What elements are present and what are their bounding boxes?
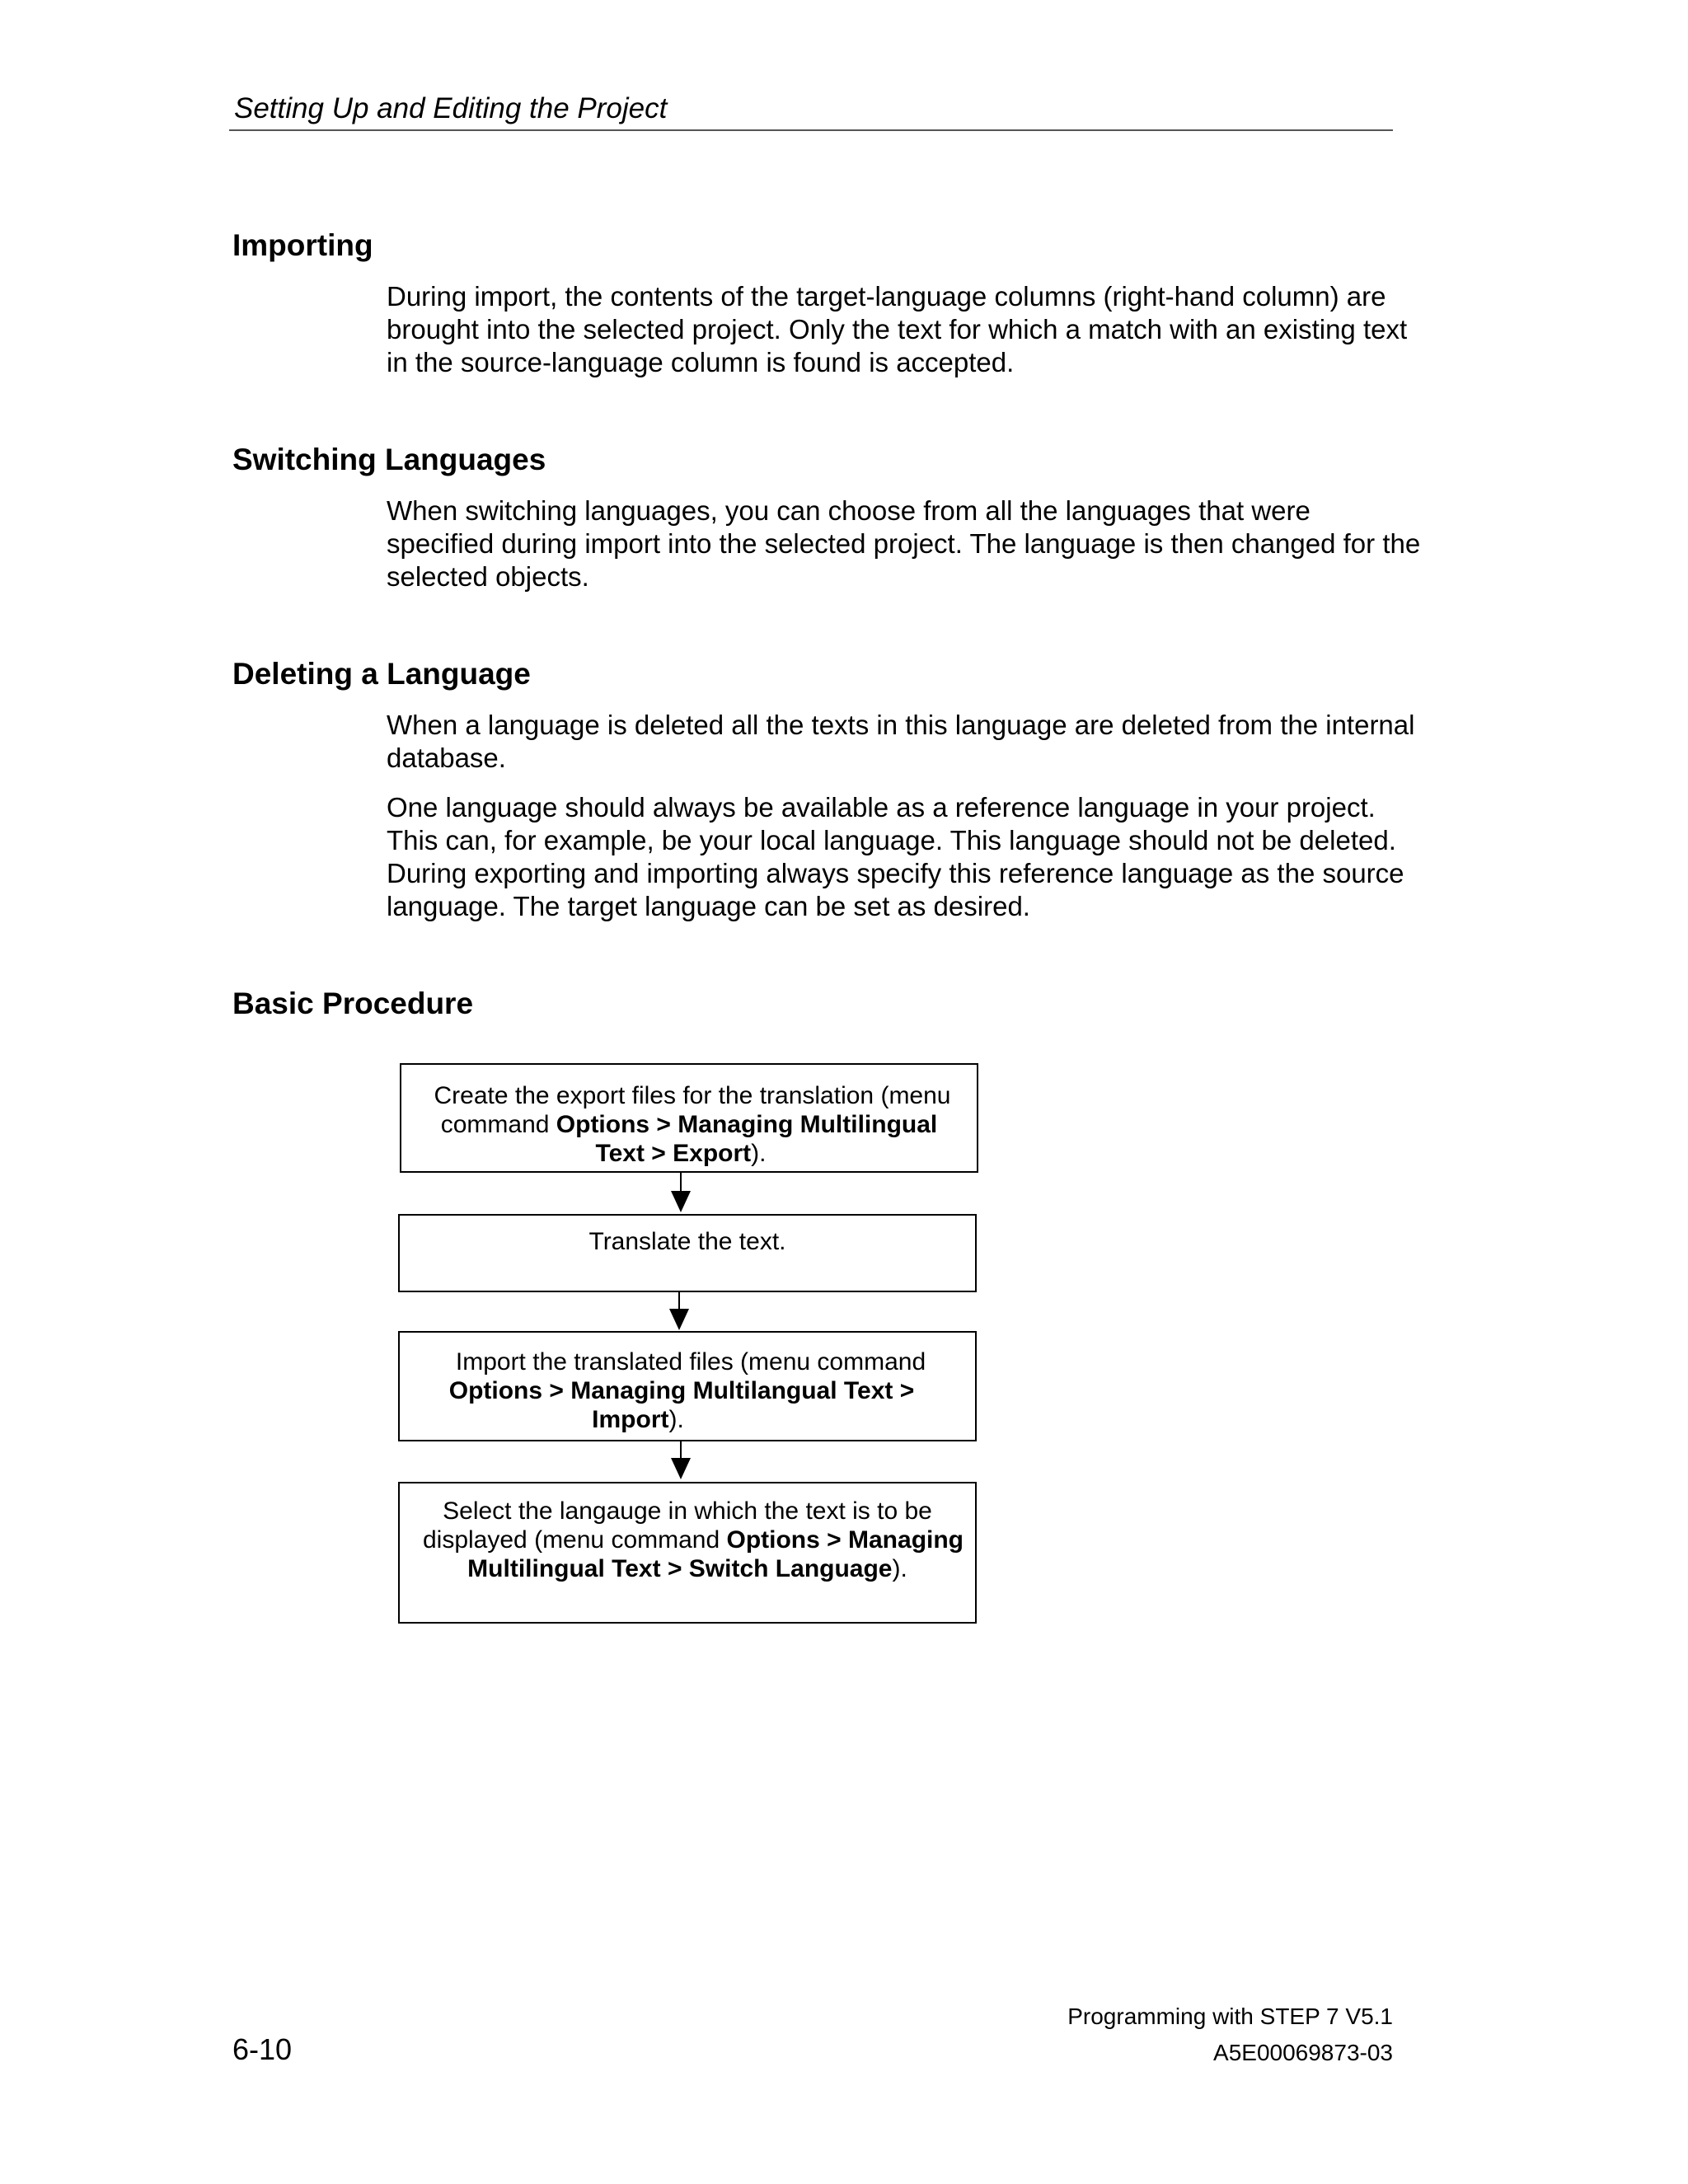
flow-step-import-menu-item: Import <box>592 1406 669 1433</box>
flow-arrow-2-head <box>669 1309 689 1330</box>
flow-step-export <box>400 1063 978 1173</box>
flow-step-export-line1: Create the export files for the translation (menu <box>434 1082 951 1109</box>
switching-languages-paragraph: When switching languages, you can choose from all the languages that were specified during import into the selected project. The language is then changed for the selected objects. <box>387 495 1421 592</box>
heading-importing: Importing <box>232 228 373 262</box>
heading-deleting-language: Deleting a Language <box>232 657 531 691</box>
header-rule <box>229 129 1393 131</box>
flow-step-export-menu-item: Text > Export <box>595 1140 752 1167</box>
flow-step-export-line3 <box>401 1139 977 1168</box>
flow-step-translate-text: Translate the text. <box>588 1228 786 1255</box>
flow-step-switch-line3 <box>400 1554 975 1583</box>
flow-step-export-line2 <box>401 1110 977 1139</box>
page-number: 6-10 <box>232 2032 293 2066</box>
flow-step-switch-language <box>398 1482 977 1624</box>
flow-arrow-1-line <box>680 1173 682 1193</box>
flow-arrow-3-head <box>671 1458 691 1479</box>
running-header: Setting Up and Editing the Project <box>234 92 668 124</box>
deleting-language-paragraph-2: One language should always be available as a reference language in your project. This can, for example, be your local language. This language should not be deleted. During exporting and importing always specify this reference language as the source language. The target language can be set as desired. <box>387 792 1404 921</box>
flow-step-translate <box>398 1214 977 1292</box>
deleting-language-paragraph-1: When a language is deleted all the texts in this language are deleted from the internal database. <box>387 710 1415 773</box>
flow-step-switch-line1: Select the langauge in which the text is to be <box>443 1497 932 1525</box>
importing-paragraph: During import, the contents of the target-language columns (right-hand column) are brought into the selected project. Only the text for which a match with an existing text in the source-language column is found is accepted. <box>387 281 1408 377</box>
flow-step-import-menu-path: Options > Managing Multilangual Text > <box>448 1377 915 1404</box>
heading-switching-languages: Switching Languages <box>232 443 546 476</box>
flow-arrow-3-line <box>680 1441 682 1460</box>
footer-order-number: A5E00069873-03 <box>1213 2040 1393 2065</box>
flow-step-switch-close: ). <box>892 1555 907 1582</box>
flow-step-import-line2 <box>400 1376 975 1405</box>
flow-step-switch-menu-path: Options > Managing <box>726 1526 964 1554</box>
flow-step-switch-menu-item: Multilingual Text > Switch Language <box>467 1555 893 1582</box>
flow-step-import-line1: Import the translated files (menu command <box>455 1348 926 1376</box>
flow-step-import <box>398 1331 977 1441</box>
flow-step-export-command-label: command <box>440 1111 556 1138</box>
flow-step-export-close: ). <box>751 1140 767 1167</box>
footer-document-title: Programming with STEP 7 V5.1 <box>1067 2004 1393 2029</box>
flow-step-switch-command-label: displayed (menu command <box>422 1526 727 1554</box>
flow-step-import-line3 <box>400 1405 975 1434</box>
flow-step-export-menu-path: Options > Managing Multilingual <box>556 1111 938 1138</box>
flow-step-import-close: ). <box>668 1406 684 1433</box>
heading-basic-procedure: Basic Procedure <box>232 987 474 1020</box>
flow-arrow-1-head <box>671 1191 691 1212</box>
flow-step-switch-line2 <box>400 1526 975 1554</box>
flow-arrow-2-line <box>678 1292 680 1310</box>
